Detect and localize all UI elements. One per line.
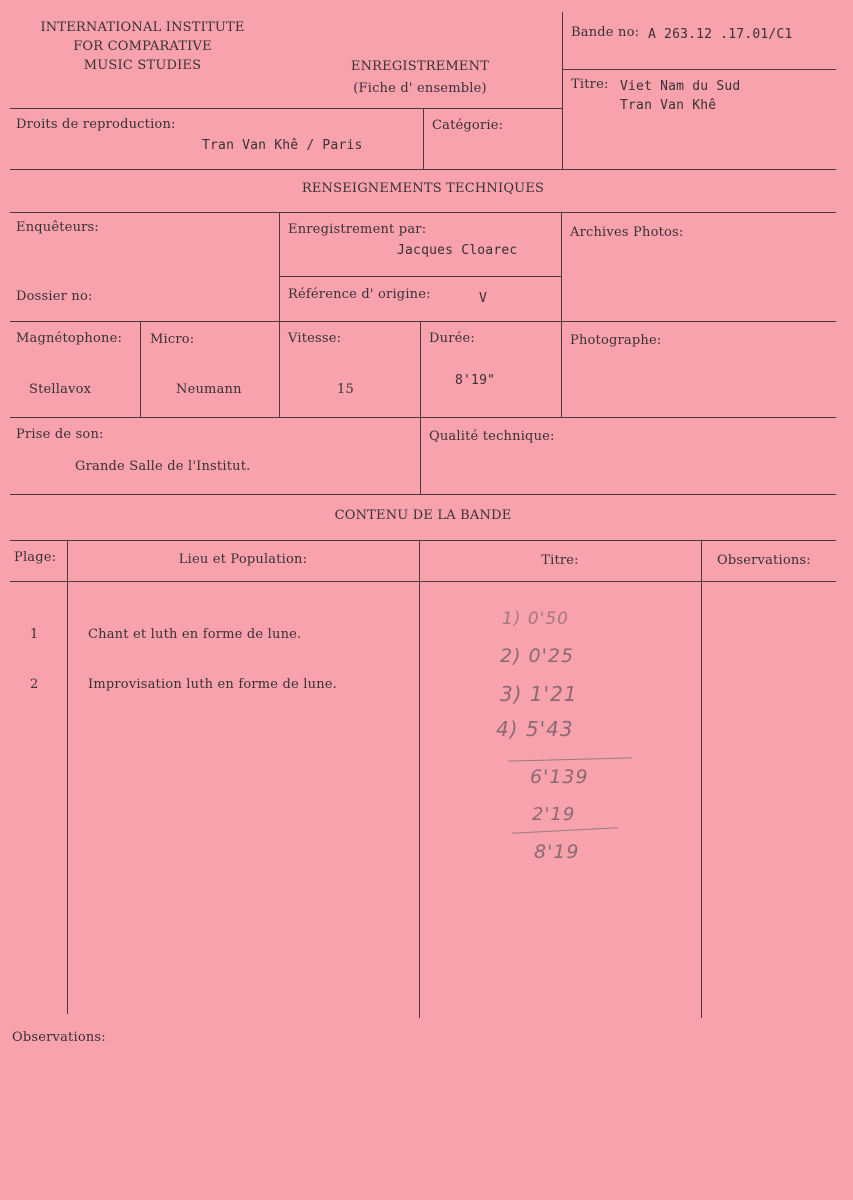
technical-top-line	[10, 212, 836, 213]
col-header-lieu: Lieu et Population:	[178, 552, 308, 567]
tech-col-divider-2	[561, 212, 562, 417]
row-lieu: Improvisation luth en forme de lune.	[88, 677, 338, 692]
rights-value: Tran Van Khê / Paris	[202, 138, 363, 153]
photographe-label: Photographe:	[570, 333, 662, 348]
reference-value: V	[479, 291, 488, 306]
handwritten-sum-line	[512, 827, 618, 834]
micro-value: Neumann	[176, 382, 242, 397]
form-title: ENREGISTREMENT	[350, 59, 490, 74]
micro-divider	[140, 321, 141, 417]
micro-label: Micro:	[150, 332, 195, 347]
duree-value: 8'19"	[455, 373, 496, 388]
institute-name-line1: INTERNATIONAL INSTITUTE	[40, 20, 245, 35]
prise-de-son-label: Prise de son:	[16, 427, 104, 442]
content-top-line	[10, 540, 836, 541]
form-subtitle: (Fiche d' ensemble)	[353, 81, 487, 96]
header-right-divider	[562, 12, 563, 169]
plage-col-divider	[67, 540, 68, 1014]
categorie-divider	[423, 108, 424, 169]
technical-section-title: RENSEIGNEMENTS TECHNIQUES	[301, 181, 545, 196]
bande-underline	[562, 69, 836, 70]
bande-label: Bande no:	[571, 25, 640, 40]
rights-bottom-line	[10, 169, 836, 170]
row-plage: 1	[30, 627, 39, 642]
enqueteurs-label: Enquêteurs:	[16, 220, 100, 235]
archives-photos-label: Archives Photos:	[570, 225, 684, 240]
tech-middle-line	[10, 321, 836, 322]
titre-col-divider	[419, 540, 420, 1018]
qualite-technique-label: Qualité technique:	[429, 429, 555, 444]
handwritten-note: 3) 1'21	[500, 682, 578, 706]
duree-divider	[420, 321, 421, 417]
header-divider	[10, 108, 562, 109]
observations-col-divider	[701, 540, 702, 1018]
duree-label: Durée:	[429, 331, 475, 346]
magnetophone-label: Magnétophone:	[16, 331, 123, 346]
handwritten-note: 4) 5'43	[496, 717, 574, 741]
technical-bottom-line	[10, 494, 836, 495]
institute-name-line2: FOR COMPARATIVE	[73, 39, 212, 54]
content-header-line	[10, 581, 836, 582]
prise-de-son-value: Grande Salle de l'Institut.	[75, 459, 251, 474]
enregistrement-label: Enregistrement par:	[288, 222, 427, 237]
vitesse-label: Vitesse:	[288, 331, 342, 346]
categorie-label: Catégorie:	[432, 118, 504, 133]
row-plage: 2	[30, 677, 39, 692]
vitesse-value: 15	[337, 382, 354, 397]
handwritten-note: 1) 0'50	[502, 609, 569, 629]
qualite-divider	[420, 417, 421, 494]
handwritten-note: 2'19	[532, 804, 576, 825]
tech-lower-line	[10, 417, 836, 418]
titre-line1: Viet Nam du Sud	[620, 79, 741, 94]
handwritten-sum-line	[508, 757, 632, 761]
enregistrement-value: Jacques Cloarec	[397, 243, 518, 258]
content-section-title: CONTENU DE LA BANDE	[334, 508, 512, 523]
row-lieu: Chant et luth en forme de lune.	[88, 627, 302, 642]
tech-col-divider-1	[279, 212, 280, 417]
magnetophone-value: Stellavox	[29, 382, 92, 397]
dossier-label: Dossier no:	[16, 289, 93, 304]
enregistrement-bottom-line	[279, 276, 561, 277]
handwritten-note: 6'139	[530, 766, 589, 788]
observations-footer-label: Observations:	[12, 1030, 106, 1045]
col-header-observations: Observations:	[717, 553, 811, 568]
titre-line2: Tran Van Khê	[620, 98, 717, 113]
reference-label: Référence d' origine:	[288, 287, 431, 302]
col-header-plage: Plage:	[14, 550, 57, 565]
handwritten-note: 2) 0'25	[500, 645, 575, 667]
bande-value: A 263.12 .17.01/C1	[648, 27, 793, 42]
handwritten-note: 8'19	[534, 841, 580, 863]
col-header-titre: Titre:	[541, 553, 579, 568]
rights-label: Droits de reproduction:	[16, 117, 176, 132]
titre-label: Titre:	[571, 77, 609, 92]
institute-name-line3: MUSIC STUDIES	[83, 58, 202, 73]
